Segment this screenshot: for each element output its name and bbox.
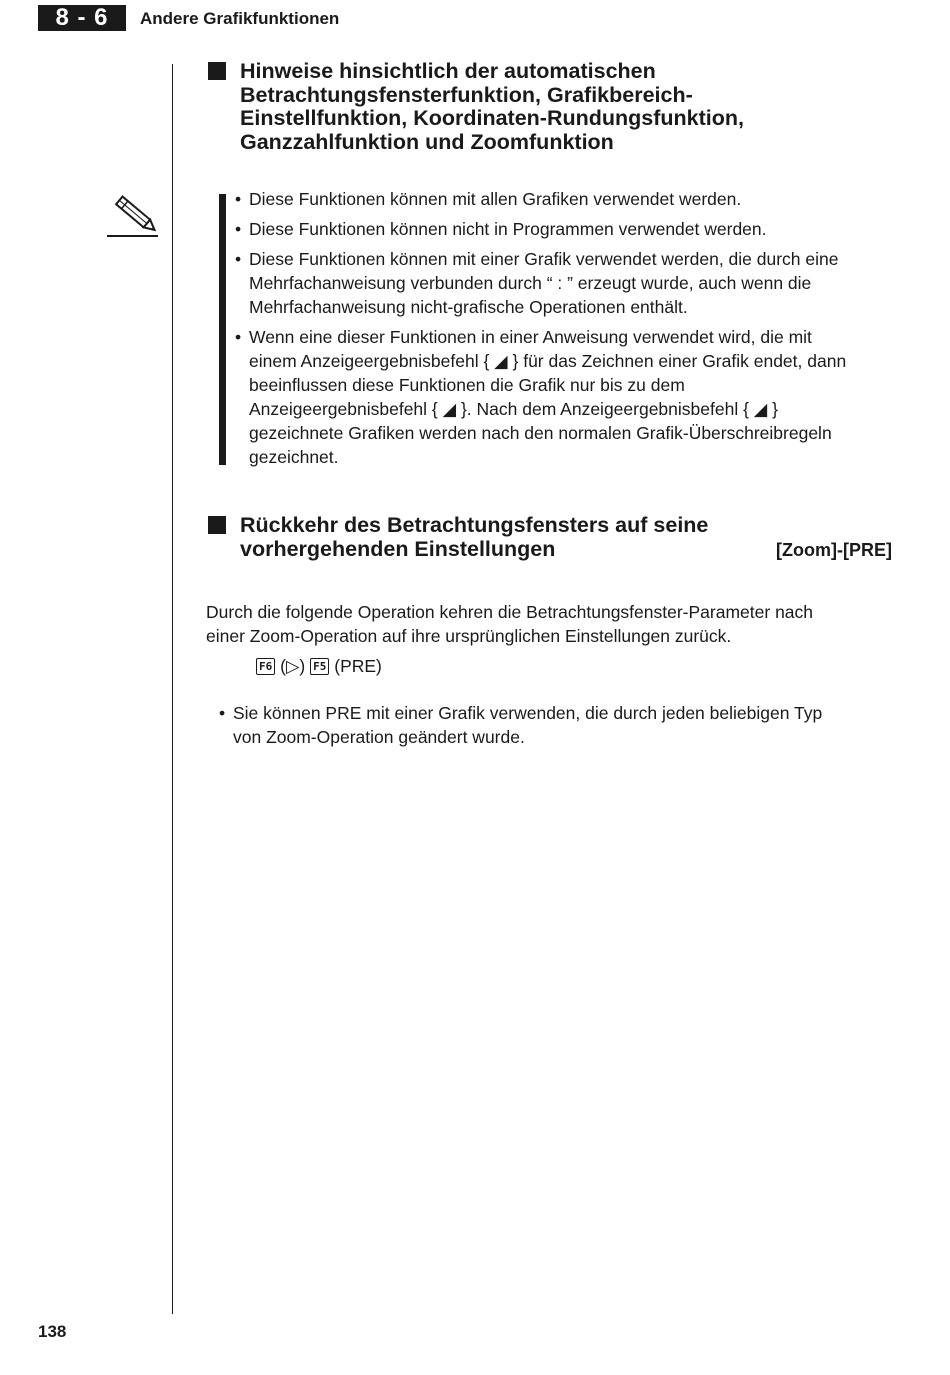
pre-note-list bbox=[218, 701, 908, 749]
menu-shortcut: [Zoom]-[PRE] bbox=[776, 540, 892, 560]
section-heading-notes bbox=[208, 60, 908, 154]
pre-label: (PRE) bbox=[334, 656, 382, 676]
margin-rule bbox=[172, 64, 173, 1314]
arrow-label: (▷) bbox=[280, 656, 306, 676]
list-item: • Diese Funktionen können mit allen Grafiken verwendet werden. bbox=[234, 187, 894, 211]
list-item: • Diese Funktionen können nicht in Programmen verwendet werden. bbox=[234, 217, 894, 241]
page-number: 138 bbox=[38, 1322, 67, 1341]
list-item: • Wenn eine dieser Funktionen in einer Anweisung verwendet wird, die mit einem Anzeigeergebnisbefehl { ◢ } für das Zeichnen einer Grafik endet, dann beeinflussen diese Funktionen die Grafik nur bis zu dem Anzeigeergebnisbefehl { ◢ }. Nach dem Anzeigeergebnisbefehl { ◢ } gezeichnete Grafiken werden nach den normalen Grafik-Überschreibregeln gezeichnet. bbox=[234, 325, 894, 469]
heading-line: Rückkehr des Betrachtungsfensters auf seine bbox=[240, 513, 709, 537]
pencil-icon bbox=[106, 192, 162, 240]
f5-key-icon: F5 bbox=[310, 658, 329, 675]
heading-line: vorhergehenden Einstellungen bbox=[240, 536, 556, 561]
key-sequence bbox=[256, 654, 382, 678]
heading-line: Ganzzahlfunktion und Zoomfunktion bbox=[240, 129, 614, 154]
note-bar bbox=[219, 194, 226, 465]
list-item: • Sie können PRE mit einer Grafik verwenden, die durch jeden beliebigen Typ von Zoom-Operation geändert wurde. bbox=[218, 701, 908, 749]
chapter-title: Andere Grafikfunktionen bbox=[140, 9, 340, 28]
description-paragraph: Durch die folgende Operation kehren die Betrachtungsfenster-Parameter nach einer Zoom-Operation auf ihre ursprünglichen Einstellungen zurück. bbox=[206, 602, 814, 646]
heading-line: Hinweise hinsichtlich der automatischen bbox=[240, 59, 656, 83]
square-bullet-icon bbox=[208, 516, 226, 534]
list-item: • Diese Funktionen können mit einer Grafik verwendet werden, die durch eine Mehrfachanweisung verbunden durch “ : ” erzeugt wurde, auch wenn die Mehrfachanweisung nicht-grafische Operationen enthält. bbox=[234, 247, 894, 319]
square-bullet-icon bbox=[208, 62, 226, 80]
f6-key-icon: F6 bbox=[256, 658, 275, 675]
heading-line: Einstellfunktion, Koordinaten-Rundungsfunktion, bbox=[240, 106, 745, 130]
notes-list bbox=[234, 187, 894, 475]
heading-line: Betrachtungsfensterfunktion, Grafikbereich- bbox=[240, 82, 693, 107]
chapter-number: 8 - 6 bbox=[38, 5, 126, 31]
